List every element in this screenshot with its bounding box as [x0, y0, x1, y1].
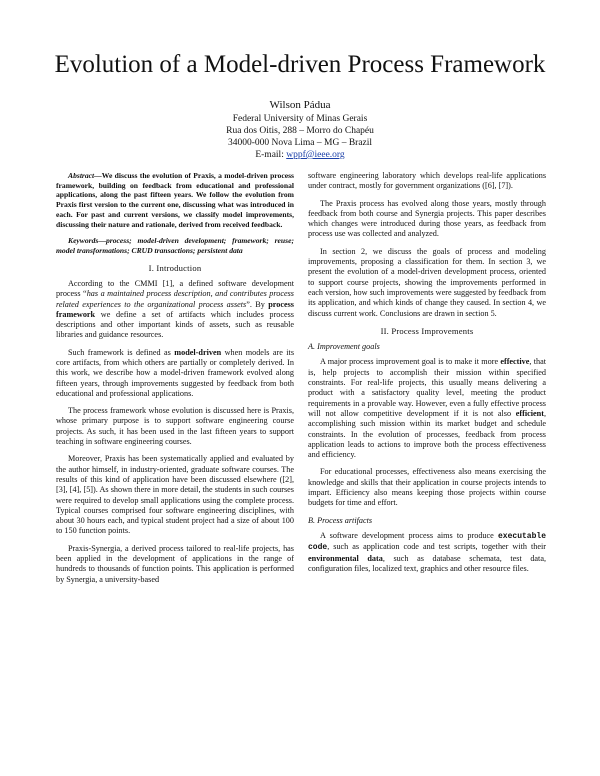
term-model-driven: model-driven [174, 347, 222, 357]
intro-paragraph-4: Moreover, Praxis has been systematically applied and evaluated by the author himself, in industry-oriented, graduate software courses. The results of this kind of application have been discussed elsewhere ([2], [3], [4], [5]). As shown there in more detail, the students in such courses were required to develop small applications using the complete process. Typical courses comprised four software engineering disciplines, with about 30 hours each, and typical student project had a size of about 100 to 150 function points. [56, 454, 294, 536]
section-heading-introduction: I. Introduction [148, 262, 202, 273]
abstract: Abstract—We discuss the evolution of Praxis, a model-driven process framework, building on feedback from educational and professional applications, along the past fifteen years. We follow the evolution from Praxis first version to the current one, discussing what was introduced in each. For past and current versions, we classify model improvements, discussing their nature and rationale, derived from received feedback. [56, 171, 294, 229]
intro-paragraph-7: In section 2, we discuss the goals of process and modeling improvements, proposing a classification for them. In section 3, we present the evolution of a model-driven development process, oriented to support course projects, showing the improvements performed in each version, how such improvements were suggested by feedback from its application, and which kinds of change they caused. In section 4, we discuss current work. Conclusions are drawn in section 5. [308, 246, 546, 318]
author-address-line1: Rua dos Oitis, 288 – Morro do Chapéu [226, 126, 374, 136]
intro-paragraph-1: According to the CMMI [1], a defined software development process “has a maintained process description, and contributes process related experiences to the organizational process assets”. By process framework we define a set of artifacts which includes process descriptions and other important kinds of assets, such as reusable libraries and guidance resources. [56, 278, 294, 340]
term-process-framework: process framework [56, 299, 294, 319]
author-name: Wilson Pádua [269, 99, 331, 111]
goals-paragraph-2: For educational processes, effectiveness also means exercising the knowledge and skills that their application in course projects intends to impart. Efficiency also means keeping those projects within course budgets for time and effort. [308, 467, 546, 508]
subsection-heading-process-artifacts: B. Process artifacts [308, 515, 373, 525]
term-effective: effective [500, 357, 530, 367]
author-email-line [0, 149, 600, 161]
intro-paragraph-5: Praxis-Synergia, a derived process tailored to real-life projects, has been applied in the development of applications in the range of hundreds to thousands of function points. This application is performed by Synergia, a university-based [56, 543, 294, 584]
author-address-line2: 34000-000 Nova Lima – MG – Brazil [227, 138, 373, 148]
keywords-label: Keywords [68, 236, 99, 246]
intro-paragraph-3: The process framework whose evolution is discussed here is Praxis, whose primary purpose is to support software engineering course projects. As such, it has been used in the last fifteen years to support teaching in software engineering courses. [56, 406, 294, 447]
intro-paragraph-2: Such framework is defined as model-driven when models are its core artifacts, from which others are partially or completely derived. In this work, we describe how a model-driven framework evolved along fifteen years, through improvements suggested by feedback from both educational and professional applications. [56, 347, 295, 398]
artifacts-paragraph-1: A software development process aims to produce executable code, such as application code and test scripts, together with their environmental data, such as database schemata, test data, configuration files, localized text, graphics and other resource files. [308, 530, 547, 573]
keywords-text: process; model-driven development; framework; reuse; model transformations; CRUD transactions; persistent data [56, 236, 294, 255]
cmmi-quote: has a maintained process description, and contributes process related experiences to the organizational process assets [56, 289, 294, 309]
term-efficient: efficient [515, 408, 544, 418]
abstract-text: We discuss the evolution of Praxis, a model-driven process framework, building on feedback from educational and professional applications, along the past fifteen years. We follow the evolution from Praxis first version to the current one, discussing what was introduced in each. For past and current versions, we classify model improvements, discussing their nature and rationale, derived from received feedback. [56, 171, 294, 229]
email-label: E-mail: [255, 150, 287, 160]
keywords: Keywords—process; model-driven development; framework; reuse; model transformations; CRUD transactions; persistent data [56, 236, 294, 255]
paper-title: Evolution of a Model-driven Process Framework [54, 51, 546, 78]
goals-paragraph-1: A major process improvement goal is to make it more effective, that is, help projects to accomplish their mission within specified constraints. For real-life projects, this usually means delivering a product with a satisfactory quality level, meeting the product requirements in a provable way. However, even a fully effective process will not allow competitive development if it is not also efficient, accomplishing such mission within its market budget and schedule constraints. In the evolution of processes, feedback from process application leads to actions to improve both the process effectiveness and efficiency. [308, 357, 546, 460]
intro-paragraph-5-continued: software engineering laboratory which develops real-life applications under contract, mostly for government organizations ([6], [7]). [308, 171, 546, 191]
left-column [56, 171, 294, 592]
author-block [0, 98, 600, 161]
author-affiliation: Federal University of Minas Gerais [232, 114, 368, 124]
subsection-heading-improvement-goals: A. Improvement goals [308, 342, 380, 352]
right-column [308, 171, 546, 581]
email-link[interactable]: wppf@ieee.org [286, 150, 345, 160]
section-heading-process-improvements: II. Process Improvements [380, 325, 474, 336]
abstract-label: Abstract [68, 171, 95, 180]
intro-paragraph-6: The Praxis process has evolved along those years, mostly through feedback from both course and Synergia projects. This paper describes which changes were introduced during those years, as feedback from process use was collected and analyzed. [308, 198, 546, 239]
term-executable-code: executable code [308, 531, 546, 553]
term-environmental-data: environmental data [308, 553, 383, 563]
